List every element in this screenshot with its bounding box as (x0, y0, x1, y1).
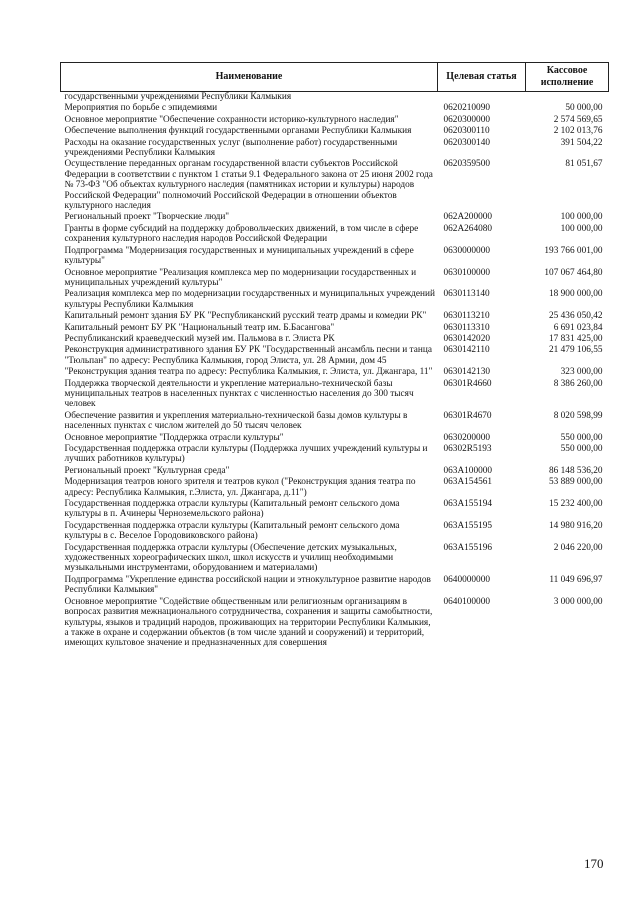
row-target-article-cell: 063А155194 (443, 499, 493, 510)
row-target-article-cell: 0630142130 (443, 367, 490, 378)
row-name-cell: Обеспечение развития и укрепления материально-технической базы домов культуры в населенных пунктах с числом жителей до 50 тысяч человек (64, 410, 408, 432)
table-row (61, 575, 609, 597)
row-target-article-cell: 063А155195 (443, 520, 493, 531)
table-row (61, 323, 609, 334)
row-target-article-cell: 0630113310 (443, 322, 490, 333)
table-row (61, 345, 609, 367)
row-amount-cell: 193 766 001,00 (544, 245, 603, 256)
row-name-cell: Капитальный ремонт здания БУ РК "Республиканский русский театр драмы и комедии РК" (64, 311, 427, 322)
row-amount-cell: 86 148 536,20 (549, 465, 603, 476)
table-row (61, 367, 609, 378)
row-target-article-cell: 0640000000 (443, 574, 490, 585)
row-name-cell: Подпрограмма "Укрепление единства российской нации и этнокультурное развитие народов Республики Калмыкия" (64, 574, 431, 596)
table-row (61, 521, 609, 543)
table-row (61, 379, 609, 411)
row-name-cell: Осуществление переданных органам государственной власти субъектов Российской Федерации в соответствии с пунктом 1 статьи 9.1 Федерального закона от 25 июня 2002 года № 73-ФЗ "Об объектах культурного наследия (памятниках истории и культуры) народов Российской Федерации" полномочий Российской Федерации в отношении объектов культурного наследия (64, 159, 433, 212)
row-name-cell: Поддержка творческой деятельности и укрепление материально-технической базы муниципальных театров в населенных пунктах с численностью населения до 300 тысяч человек (64, 378, 414, 410)
table-row (61, 115, 609, 126)
row-amount-cell: 11 049 696,97 (549, 574, 603, 585)
row-target-article-cell (438, 92, 526, 104)
row-name-cell: Мероприятия по борьбе с эпидемиями (64, 103, 218, 114)
row-name-cell: Государственная поддержка отрасли культуры (Капитальный ремонт сельского дома культуры в с. Веселое Городовиковского района) (64, 520, 400, 542)
table-row (61, 466, 609, 477)
table-row (61, 499, 609, 521)
table-row (61, 138, 609, 160)
row-amount-cell: 2 574 569,65 (553, 114, 603, 125)
table-header-row (61, 63, 609, 92)
table-row (61, 159, 609, 212)
row-target-article-cell: 06302R5193 (443, 444, 492, 454)
header-cash-execution: Кассовое исполнение (526, 63, 609, 92)
row-name-cell: Подпрограмма "Модернизация государственных и муниципальных учреждений в сфере культуры" (64, 245, 414, 267)
row-target-article-cell: 0620300140 (443, 137, 490, 148)
row-name-cell: "Реконструкция здания театра по адресу: Республика Калмыкия, г. Элиста, ул. Джангара, 11" (64, 367, 433, 378)
page-number: 170 (584, 856, 604, 871)
row-name-cell: Основное мероприятие "Содействие общественным или религиозным организациям в вопросах развития межнационального сотрудничества, сохранения и защиты самобытности, культуры, языков и традиций народов, проживающих на территории Республики Калмыкия, а также в охране и содержании объектов (в том числе зданий и сооружений) и территорий, имеющих культовое значение и предназначенных для совершения (64, 596, 433, 649)
budget-execution-table (60, 62, 609, 650)
row-name-cell: Реализация комплекса мер по модернизации государственных и муниципальных учреждений культуры Республики Калмыкия (64, 289, 435, 310)
row-amount-cell: 107 067 464,80 (544, 267, 603, 278)
row-target-article-cell: 0620210090 (443, 103, 490, 114)
row-amount-cell: 50 000,00 (565, 103, 603, 114)
row-target-article-cell: 0620300110 (443, 126, 490, 137)
table-row (61, 212, 609, 223)
row-name-cell: Расходы на оказание государственных услуг (выполнение работ) государственными учреждениями Республики Калмыкия (64, 137, 398, 159)
header-target-article: Целевая статья (438, 63, 526, 92)
row-amount-cell: 391 504,22 (560, 137, 603, 148)
row-target-article-cell: 063А100000 (443, 465, 493, 476)
table-row (61, 92, 609, 104)
table-row (61, 477, 609, 499)
table-row (61, 411, 609, 433)
row-target-article-cell: 063А155196 (443, 542, 493, 553)
row-name-cell: Региональный проект "Культурная среда" (64, 465, 230, 476)
row-name-cell: Республиканский краеведческий музей им. Пальмова в г. Элиста РК (64, 333, 335, 344)
row-name-cell: Основное мероприятие "Поддержка отрасли культуры" (64, 432, 284, 443)
row-name-cell: Капитальный ремонт БУ РК "Национальный театр им. Б.Басангова" (64, 322, 335, 333)
row-name-cell: Государственная поддержка отрасли культуры (Поддержка лучших учреждений культуры и лучших работников культуры) (64, 444, 428, 465)
table-row (61, 246, 609, 268)
table-row (61, 311, 609, 322)
row-amount-cell: 100 000,00 (560, 212, 603, 223)
table-row (61, 103, 609, 114)
row-name-cell: Модернизация театров юного зрителя и театров кукол ("Реконструкция здания театра по адресу: Республика Калмыкия, г.Элиста, ул. Джангара, д.11") (64, 477, 416, 498)
row-amount-cell: 2 102 013,76 (553, 126, 603, 137)
row-amount-cell: 18 900 000,00 (549, 289, 603, 300)
row-target-article-cell: 063А154561 (443, 477, 493, 488)
row-amount-cell: 15 232 400,00 (549, 499, 603, 510)
table-row (61, 268, 609, 290)
table-row (61, 433, 609, 444)
row-amount-cell: 550 000,00 (560, 444, 603, 454)
table-row (61, 289, 609, 311)
row-name-cell: Государственная поддержка отрасли культуры (Капитальный ремонт сельского дома культуры в п. Ачинеры Черноземельского района) (64, 499, 400, 520)
row-target-article-cell: 0630000000 (443, 245, 490, 256)
table-row (61, 224, 609, 246)
table-row (61, 334, 609, 345)
row-name-cell: Гранты в форме субсидий на поддержку добровольческих движений, в том числе в сфере сохранения культурного наследия народов Российской Федерации (64, 223, 419, 245)
row-amount-cell: 14 980 916,20 (549, 520, 603, 531)
row-target-article-cell: 06301R4670 (443, 410, 492, 421)
row-amount-cell: 25 436 050,42 (549, 311, 603, 322)
row-target-article-cell: 0630142110 (443, 345, 490, 356)
row-target-article-cell: 0620359500 (443, 159, 490, 170)
row-name-cell: Основное мероприятие "Реализация комплекса мер по модернизации государственных и муниципальных учреждений культуры" (64, 267, 417, 288)
row-amount-cell: 21 479 106,55 (549, 345, 603, 356)
row-amount-cell: 81 051,67 (565, 159, 603, 170)
row-target-article-cell: 062А264080 (443, 223, 493, 234)
row-amount-cell: 323 000,00 (560, 367, 603, 378)
row-amount-cell: 6 691 023,84 (553, 322, 603, 333)
table-row (61, 543, 609, 575)
row-amount-cell (526, 92, 609, 104)
table-row (61, 444, 609, 466)
row-amount-cell: 53 889 000,00 (549, 477, 603, 488)
table-row (61, 126, 609, 137)
row-amount-cell: 3 000 000,00 (553, 596, 603, 607)
table-body (61, 92, 609, 650)
row-amount-cell: 8 386 260,00 (553, 378, 603, 389)
row-amount-cell: 550 000,00 (560, 432, 603, 443)
row-target-article-cell: 062А200000 (443, 212, 493, 223)
header-name: Наименование (61, 63, 438, 92)
row-name-cell: Региональный проект "Творческие люди" (64, 212, 230, 223)
row-target-article-cell: 06301R4660 (443, 378, 492, 389)
row-name-cell: Основное мероприятие "Обеспечение сохранности историко-культурного наследия" (64, 114, 399, 125)
table-row (61, 597, 609, 650)
row-name-cell: Обеспечение выполнения функций государственными органами Республики Калмыкия (64, 126, 412, 137)
row-target-article-cell: 0620300000 (443, 114, 490, 125)
row-amount-cell: 17 831 425,00 (549, 333, 603, 344)
row-target-article-cell: 0630100000 (443, 267, 490, 278)
row-target-article-cell: 0630200000 (443, 432, 490, 443)
row-amount-cell: 8 020 598,99 (553, 410, 603, 421)
row-name-cell: Реконструкция административного здания БУ РК "Государственный ансамбль песни и танца "Тюльпан" по адресу: Республика Калмыкия, город Элиста, ул. 28 Армии, дом 45 (64, 345, 432, 366)
row-target-article-cell: 0630113210 (443, 311, 490, 322)
row-amount-cell: 100 000,00 (560, 223, 603, 234)
row-target-article-cell: 0630142020 (443, 333, 490, 344)
row-target-article-cell: 0630113140 (443, 289, 490, 300)
row-amount-cell: 2 046 220,00 (553, 542, 603, 553)
row-name-cell: государственными учреждениями Республики Калмыкия (64, 92, 292, 102)
row-name-cell: Государственная поддержка отрасли культуры (Обеспечение детских музыкальных, художественных хореографических школ, школ искусств и училищ необходимыми музыкальными инструментами, оборудованием и материалами) (64, 542, 397, 574)
row-target-article-cell: 0640100000 (443, 596, 490, 607)
